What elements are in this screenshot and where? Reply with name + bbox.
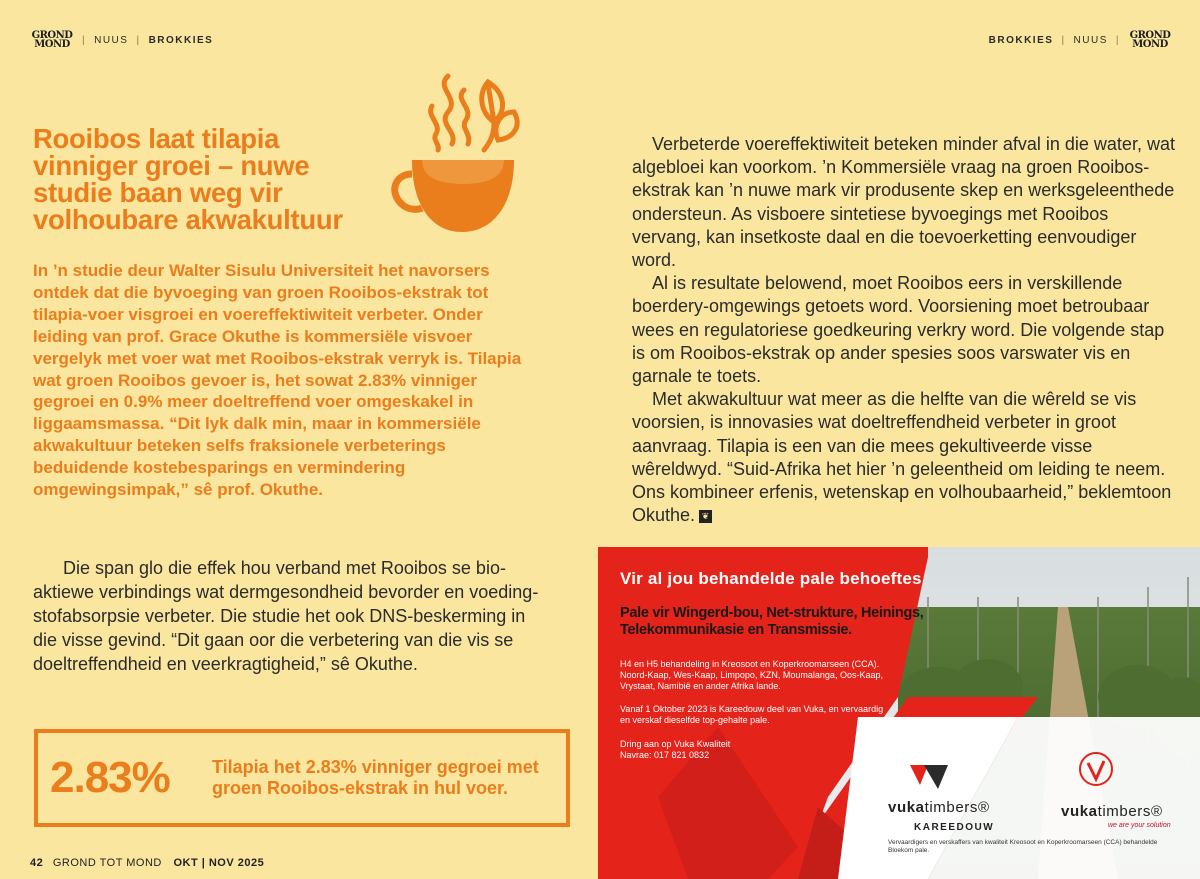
header-divider: | <box>82 34 87 46</box>
header-section: NUUS <box>1073 34 1108 46</box>
page-footer <box>30 857 264 869</box>
logo-line-1: GROND <box>31 30 73 41</box>
header-section: NUUS <box>94 34 129 46</box>
body-paragraph: Die span glo die effek hou verband met Rooibos se bio-aktiewe verbindings wat dermgesondheid bevorder en voeding-stofabsorpsie verbeter. Die studie het ook DNS-beskerming in die visse gevind. “Dit gaan oor die verbetering van die vis se doeltreffendheid en veerkragtigheid,” sê Okuthe. <box>33 558 539 674</box>
article-body-right <box>632 133 1177 527</box>
advert-paragraph: H4 en H5 behandeling in Kreosoot en Koperkroomarseen (CCA). Noord-Kaap, Wes-Kaap, Limpopo, KZN, Moumalanga, Oos-Kaap, Vrystaat, Namibië en ander Afrika lande. <box>620 659 883 691</box>
article-lead: In ’n studie deur Walter Sisulu Universiteit het navorsers ontdek dat die byvoeging van groen Rooibos-ekstrak tot tilapia-voer visgroei en voereffektiwiteit verbeter. Onder leiding van prof. Grace Okuthe is kommersiële visvoer vergelyk met voer wat met Rooibos-ekstrak verryk is. Tilapia wat groen Rooibos gevoer is, het sowat 2.83% vinniger gegroei en 0.9% meer doeltreffend voer omgeskakel in liggaamsmassa. “Dit lyk dalk min, maar in kommersiële akwakultuur beteken selfs fraksionele verbeterings beduidende kostebesparings en vermindering omgewingsimpak,” sê prof. Okuthe. <box>33 261 522 500</box>
brand-name-rest: timbers® <box>924 799 990 816</box>
logo-line-1: GROND <box>1129 30 1171 41</box>
brand-name-bold: vuka <box>1061 803 1098 820</box>
brand-kareedouw-sub: KAREEDOUW <box>914 822 995 833</box>
brand-tagline: we are your solution <box>1108 822 1171 829</box>
article-body-left <box>33 556 553 676</box>
advert-phone[interactable]: Navrae: 017 821 0832 <box>620 750 710 760</box>
end-of-article-icon: ❦ <box>699 510 712 523</box>
header-category: BROKKIES <box>148 34 214 46</box>
header-right <box>989 28 1172 52</box>
brand-kareedouw <box>888 799 990 816</box>
page-number: 42 <box>30 857 44 869</box>
header-divider: | <box>1061 34 1066 46</box>
stat-text: Tilapia het 2.83% vinniger gegroei met groen Rooibos-ekstrak in hul voer. <box>212 757 539 798</box>
tea-cup-icon <box>380 66 530 246</box>
grond-tot-mond-logo <box>30 31 74 49</box>
edition-date: OKT | NOV 2025 <box>173 857 265 869</box>
header-category: BROKKIES <box>988 34 1054 46</box>
brand-vuka <box>1061 803 1163 820</box>
vuka-timbers-advert[interactable] <box>598 547 1200 879</box>
grond-tot-mond-logo <box>1128 31 1172 49</box>
body-paragraph-last <box>632 388 1177 527</box>
stat-number: 2.83% <box>50 753 170 802</box>
publication-name: GROND TOT MOND <box>52 857 162 869</box>
advert-contact <box>620 739 890 761</box>
stat-callout <box>34 729 570 827</box>
advert-headline: Vir al jou behandelde pale behoeftes <box>620 569 922 588</box>
header-divider: | <box>1115 34 1120 46</box>
advert-paragraph: Vanaf 1 Oktober 2023 is Kareedouw deel van Vuka, en vervaardig en verskaf dieselfde top-gehalte pale. <box>620 704 884 725</box>
body-paragraph-text: Met akwakultuur wat meer as die helfte van die wêreld se vis voorsien, is innovasies wat doeltreffendheid verbeter in groot aanvraag. Tilapia is een van die mees gekultiveerde visse wêreldwyd. “Suid-Afrika het hier ’n geleentheid om leiding te neem. Ons kombineer erfenis, wetenskap en volhoubaarheid,” beklemtoon Okuthe. <box>632 389 1172 526</box>
header-divider: | <box>136 34 141 46</box>
brand-name-rest: timbers® <box>1097 803 1163 820</box>
advert-small-print: Vervaardigers en verskaffers van kwaliteit Kreosoot en Koperkroomarseen (CCA) behandelde Bloekom pale. <box>888 839 1158 854</box>
logo-line-2: MOND <box>34 39 70 50</box>
advert-subheadline: Pale vir Wingerd-bou, Net-strukture, Heinings, Telekommunikasie en Transmissie. <box>620 605 924 638</box>
body-paragraph: Al is resultate belowend, moet Rooibos eers in verskillende boerdery-omgewings getoets word. Voorsiening moet betroubaar wees en regulatoriese goedkeuring verkry word. Die volgende stap is om Rooibos-ekstrak op ander spesies soos varswater vis en garnale te toets. <box>632 273 1165 387</box>
logo-line-2: MOND <box>1132 39 1168 50</box>
advert-contact-line: Dring aan op Vuka Kwaliteit <box>620 739 731 749</box>
header-left <box>30 28 213 52</box>
brand-name-bold: vuka <box>888 799 925 816</box>
body-paragraph: Verbeterde voereffektiwiteit beteken minder afval in die water, wat algebloei kan voorkom. ’n Kommersiële vraag na groen Rooibos-ekstrak kan ’n nuwe mark vir produsente skep en werksgeleenthede ondersteun. As visboere sintetiese byvoegings met Rooibos vervang, kan insetkoste daal en die toevoerketting eenvoudiger word. <box>632 134 1175 271</box>
article-headline: Rooibos laat tilapia vinniger groei – nuwe studie baan weg vir volhoubare akwakultuur <box>33 123 343 235</box>
